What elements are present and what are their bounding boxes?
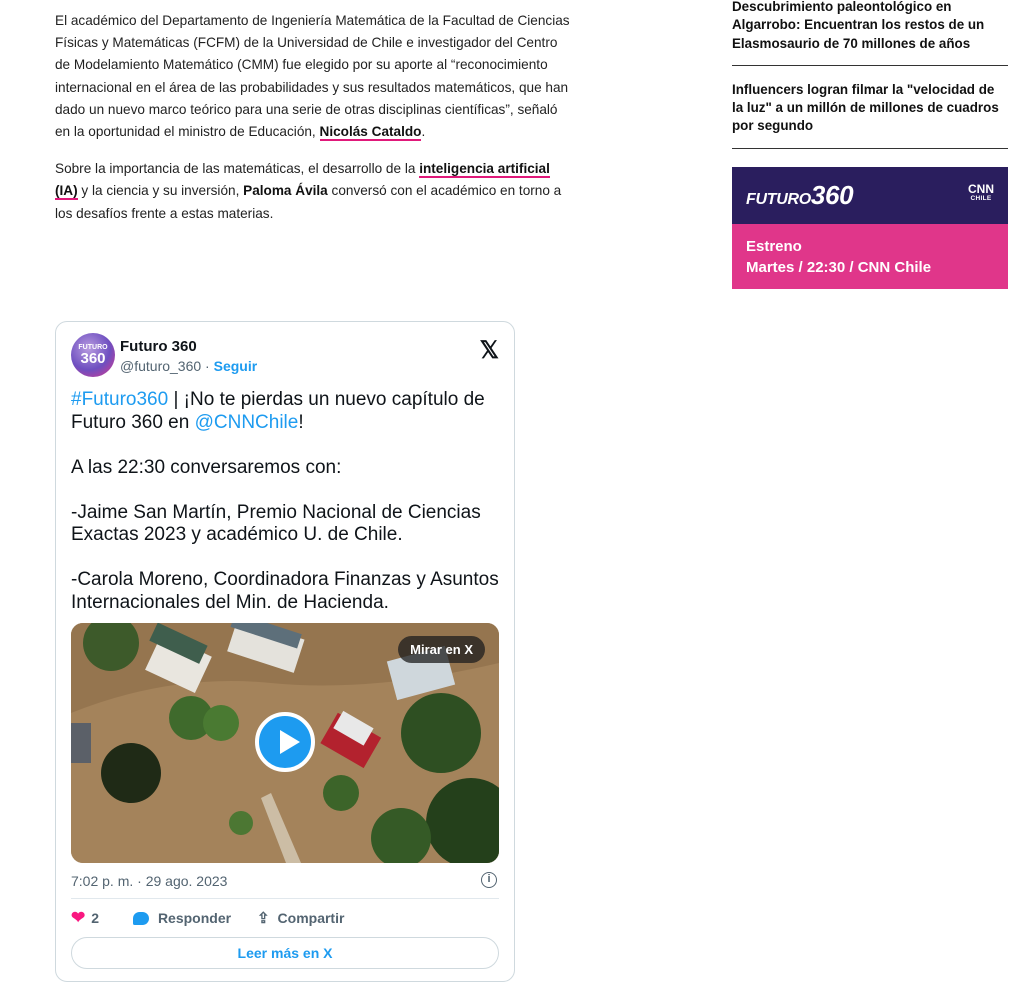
follow-button[interactable]: Seguir bbox=[213, 358, 258, 374]
logo-text: FUTURO bbox=[746, 190, 811, 208]
reply-button[interactable]: Responder bbox=[157, 910, 232, 926]
promo-details bbox=[732, 224, 1008, 289]
tweet-actions bbox=[71, 908, 344, 928]
article-text: y la ciencia y su inversión, bbox=[77, 183, 244, 199]
tweet-handle-row bbox=[120, 358, 257, 374]
play-icon[interactable] bbox=[255, 712, 315, 772]
read-more-button[interactable]: Leer más en X bbox=[71, 937, 499, 969]
article-body bbox=[55, 10, 575, 240]
tweet-video[interactable] bbox=[71, 623, 499, 863]
futuro360-logo bbox=[746, 180, 853, 211]
reply-icon[interactable] bbox=[133, 912, 149, 925]
avatar-number: 360 bbox=[80, 350, 106, 367]
tweet-header bbox=[71, 333, 499, 381]
futuro360-promo-banner[interactable] bbox=[732, 167, 1008, 289]
sidebar bbox=[732, 0, 1008, 289]
hashtag-link[interactable]: #Futuro360 bbox=[71, 389, 169, 410]
article-text: El académico del Departamento de Ingeniería Matemática de la Facultad de Ciencias Físicas y Matemáticas (FCFM) de la Universidad de Chile e investigador del Centro de Modelamiento Matemático (CMM) fue elegido por su aporte al “reconocimiento internacional en el área de las probabilidades y sus resultados matemáticos, que han dado un nuevo marco teórico para una serie de otras disciplinas científicas”, señaló en la oportunidad el ministro de Educación, bbox=[55, 13, 570, 140]
tweet-text-part: | ¡No te pierdas un nuevo capítulo de Futuro 360 en bbox=[71, 389, 485, 433]
logo-number: 360 bbox=[810, 179, 854, 210]
cnn-subtext: CHILE bbox=[970, 194, 992, 202]
article-text: conversó con el académico en torno a los desafíos frente a estas materias. bbox=[55, 183, 562, 221]
promo-premiere-label: Estreno bbox=[746, 237, 802, 255]
cnn-text: CNN bbox=[968, 181, 994, 196]
article-paragraph-1 bbox=[55, 10, 575, 143]
author-name: Paloma Ávila bbox=[243, 183, 328, 199]
sidebar-news-item[interactable]: Descubrimiento paleontológico en Algarrobo: Encuentran los restos de un Elasmosaurio de 70 millones de años bbox=[732, 0, 1008, 66]
tweet-embed bbox=[55, 321, 515, 982]
share-button[interactable]: Compartir bbox=[277, 910, 345, 926]
like-count[interactable]: 2 bbox=[91, 910, 100, 926]
tweet-timestamp[interactable]: 7:02 p. m. · 29 ago. 2023 bbox=[71, 873, 228, 889]
avatar[interactable] bbox=[71, 333, 115, 377]
link-inteligencia-artificial[interactable]: inteligencia artificial (IA) bbox=[55, 161, 550, 199]
tweet-text-part: ! A las 22:30 conversaremos con: -Jaime San Martín, Premio Nacional de Ciencias Exactas 2023 y académico U. de Chile. -Carola Moreno, Coordinadora Finanzas y Asuntos Internacionales del Min. de Hacienda. bbox=[71, 411, 499, 613]
link-nicolas-cataldo[interactable]: Nicolás Cataldo bbox=[319, 124, 422, 140]
article-paragraph-2 bbox=[55, 158, 575, 225]
sidebar-news-item[interactable]: Influencers logran filmar la "velocidad de la luz" a un millón de millones de cuadros por segundo bbox=[732, 66, 1008, 149]
share-icon[interactable]: ⇪ bbox=[256, 910, 270, 927]
info-icon[interactable]: i bbox=[481, 872, 497, 888]
cnn-chile-logo bbox=[968, 181, 994, 204]
tweet-handle[interactable]: @futuro_360 bbox=[120, 358, 202, 374]
article-text: . bbox=[421, 124, 426, 140]
tweet-text bbox=[71, 389, 501, 614]
separator: · bbox=[201, 358, 214, 374]
promo-schedule: Martes / 22:30 / CNN Chile bbox=[746, 258, 932, 276]
x-logo-icon[interactable]: 𝕏 bbox=[479, 337, 499, 364]
tweet-author-name[interactable]: Futuro 360 bbox=[120, 338, 197, 355]
watch-on-x-button[interactable]: Mirar en X bbox=[398, 636, 485, 663]
article-text: Sobre la importancia de las matemáticas, el desarrollo de la bbox=[55, 161, 420, 177]
promo-header bbox=[732, 167, 1008, 224]
avatar-label: FUTURO bbox=[78, 344, 108, 351]
mention-link[interactable]: @CNNChile bbox=[194, 411, 299, 433]
divider bbox=[71, 898, 499, 899]
heart-icon[interactable]: ❤ bbox=[71, 908, 86, 927]
